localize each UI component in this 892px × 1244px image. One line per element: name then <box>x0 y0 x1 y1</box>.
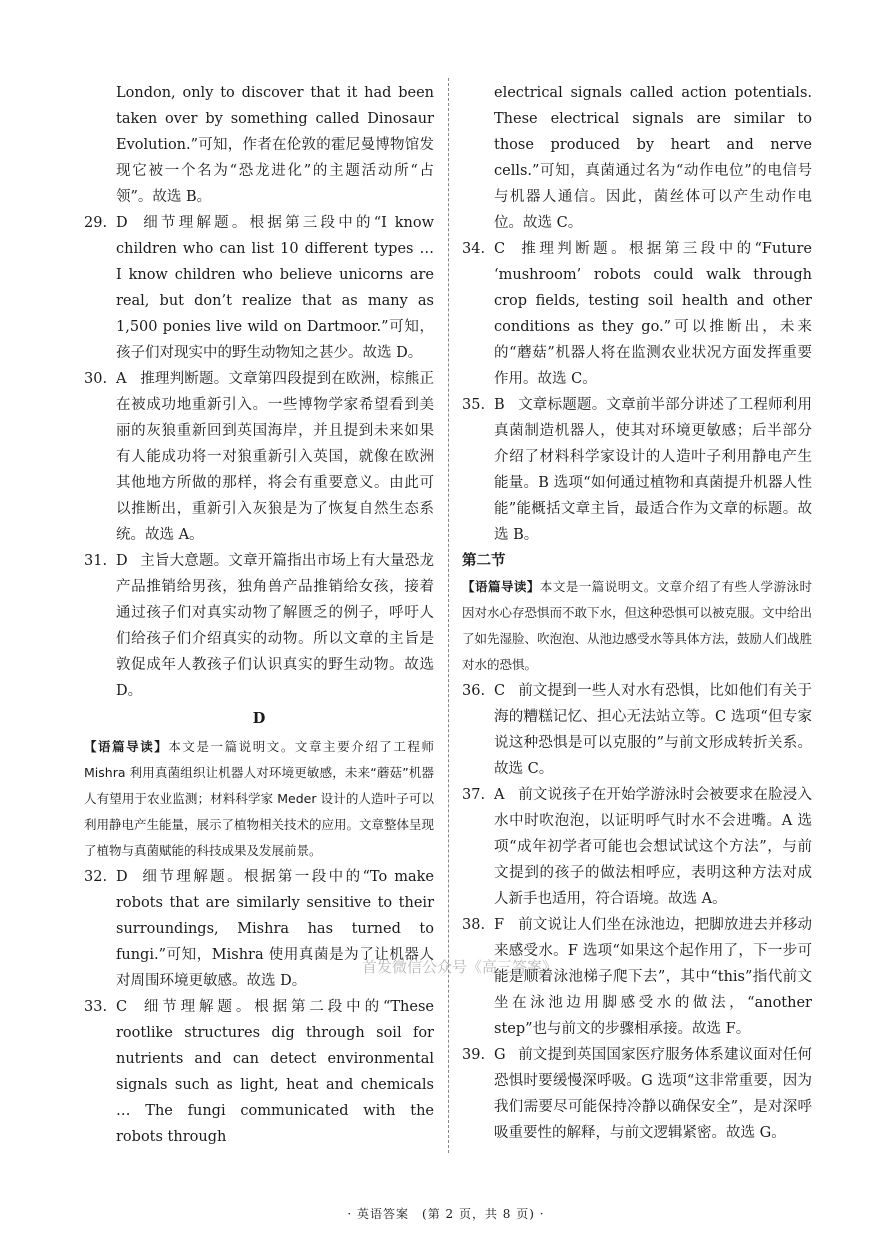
explanation: 推理判断题。根据第三段中的“Future ‘mushroom’ robots could walk through crop fields, testing soil health and other conditions as they go.”可以推断出，未来的“蘑菇”机器人将在监测农业状况方面发挥重要作用。故选 C。 <box>494 241 812 387</box>
answer-letter: C <box>494 683 506 699</box>
continued-answer-33: electrical signals called action potentials. These electrical signals are similar to those produced by heart and nerve cells.”可知，真菌通过名为“动作电位”的电信号与机器人通信。因此，菌丝体可以产生动作电位。故选 C。 <box>494 85 812 231</box>
answer-item-37 <box>462 782 812 912</box>
item-number: 36. <box>462 683 486 699</box>
answer-letter: C <box>116 999 128 1015</box>
guide-tag: 【语篇导读】 <box>84 739 169 754</box>
answer-letter: G <box>494 1047 506 1063</box>
passage-guide <box>84 734 434 864</box>
item-number: 37. <box>462 787 486 803</box>
answer-item-30 <box>84 366 434 548</box>
answer-item-29 <box>84 210 434 366</box>
item-number: 29. <box>84 215 108 231</box>
answer-letter: D <box>116 553 128 569</box>
answer-letter: A <box>116 371 127 387</box>
answer-item-31 <box>84 548 434 704</box>
answer-letter: D <box>116 869 128 885</box>
answer-item-32 <box>84 864 434 994</box>
guide-tag: 【语篇导读】 <box>462 579 540 594</box>
page-footer: · 英语答案 (第 2 页，共 8 页) · <box>347 1207 545 1221</box>
explanation: 前文提到英国国家医疗服务体系建议面对任何恐惧时要缓慢深呼吸。G 选项“这非常重要，因为我们需要尽可能保持冷静以确保安全”，是对深呼吸重要性的解释，与前文逻辑紧密。故选 G。 <box>494 1047 812 1141</box>
item-number: 31. <box>84 553 108 569</box>
item-number: 34. <box>462 241 486 257</box>
explanation: 推理判断题。文章第四段提到在欧洲，棕熊正在被成功地重新引入。一些博物学家希望看到美丽的灰狼重新回到英国海岸，并且提到未来如果有人能成功将一对狼重新引入英国，就像在欧洲其他地方所做的那样，将会有重要意义。由此可以推断出，重新引入灰狼是为了恢复自然生态系统。故选 A。 <box>116 371 434 543</box>
answer-item-38 <box>462 912 812 1042</box>
answer-letter: B <box>494 397 505 413</box>
answer-letter: C <box>494 241 506 257</box>
answer-item-34 <box>462 236 812 392</box>
guide-text: 本文是一篇说明文。文章介绍了有些人学游泳时因对水心存恐惧而不敢下水，但这种恐惧可以被克服。文中给出了如先湿脸、吹泡泡、从池边感受水等具体方法，鼓励人们战胜对水的恐惧。 <box>462 579 813 672</box>
item-number: 38. <box>462 917 486 933</box>
section-title: 第二节 <box>462 552 506 569</box>
right-column <box>462 80 812 1146</box>
answer-letter: D <box>116 215 128 231</box>
item-number: 30. <box>84 371 108 387</box>
explanation: 细节理解题。根据第一段中的“To make robots that are similarly sensitive to their surroundings, Mishra has turned to fungi.”可知，Mishra 使用真菌是为了让机器人对周围环境更敏感。故选 D。 <box>116 869 434 989</box>
watermark: 首发微信公众号《高三答案》 <box>362 958 558 976</box>
passage-guide <box>462 574 812 678</box>
explanation: 前文说孩子在开始学游泳时会被要求在脸浸入水中时吹泡泡，以证明呼气时水不会进嘴。A 选项“成年初学者可能也会想试试这个方法”，与前文提到的孩子的做法相呼应，表明这种方法对成人新手也适用，符合语境。故选 A。 <box>494 787 812 907</box>
left-column <box>84 80 434 1150</box>
answer-letter: A <box>494 787 505 803</box>
item-number: 33. <box>84 999 108 1015</box>
continued-answer-28: London, only to discover that it had been taken over by something called Dinosaur Evolution.”可知，作者在伦敦的霍尼曼博物馆发现它被一个名为“恐龙进化”的主题活动所“占领”。故选 B。 <box>116 85 434 205</box>
answer-item-39 <box>462 1042 812 1146</box>
explanation: 细节理解题。根据第二段中的“These rootlike structures dig through soil for nutrients and can detect environmental signals such as light, heat and chemicals … The fungi communicated with the robots through <box>116 999 434 1145</box>
answer-item-33 <box>84 994 434 1150</box>
guide-text: 本文是一篇说明文。文章主要介绍了工程师 Mishra 利用真菌组织让机器人对环境更敏感，未来“蘑菇”机器人有望用于农业监测；材料科学家 Meder 设计的人造叶子可以利用静电产生能量，展示了植物相关技术的应用。文章整体呈现了植物与真菌赋能的科技成果及发展前景。 <box>84 739 435 858</box>
explanation: 主旨大意题。文章开篇指出市场上有大量恐龙产品推销给男孩，独角兽产品推销给女孩，接着通过孩子们对真实动物了解匮乏的例子，呼吁人们给孩子们介绍真实的动物。所以文章的主旨是敦促成年人教孩子们认识真实的野生动物。故选 D。 <box>116 553 434 699</box>
item-number: 35. <box>462 397 486 413</box>
explanation: 前文说让人们坐在泳池边，把脚放进去并移动来感受水。F 选项“如果这个起作用了，下一步可能是顺着泳池梯子爬下去”，其中“this”指代前文坐在泳池边用脚感受水的做法，“another step”也与前文的步骤相承接。故选 F。 <box>494 917 812 1037</box>
explanation: 文章标题题。文章前半部分讲述了工程师利用真菌制造机器人，使其对环境更敏感；后半部分介绍了材料科学家设计的人造叶子利用静电产生能量。B 选项“如何通过植物和真菌提升机器人性能”能概括文章主旨，最适合作为文章的标题。故选 B。 <box>494 397 812 543</box>
item-number: 39. <box>462 1047 486 1063</box>
passage-letter-heading: D <box>252 710 266 727</box>
answer-item-35 <box>462 392 812 548</box>
column-divider <box>448 78 449 1153</box>
answer-letter: F <box>494 917 505 933</box>
explanation: 前文提到一些人对水有恐惧，比如他们有关于海的糟糕记忆、担心无法站立等。C 选项“但专家说这种恐惧是可以克服的”与前文形成转折关系。故选 C。 <box>494 683 812 777</box>
explanation: 细节理解题。根据第三段中的“I know children who can list 10 different types … I know children who believe unicorns are real, but don’t realize that as many as 1,500 ponies live wild on Dartmoor.”可知，孩子们对现实中的野生动物知之甚少。故选 D。 <box>116 215 434 361</box>
item-number: 32. <box>84 869 108 885</box>
answer-item-36 <box>462 678 812 782</box>
